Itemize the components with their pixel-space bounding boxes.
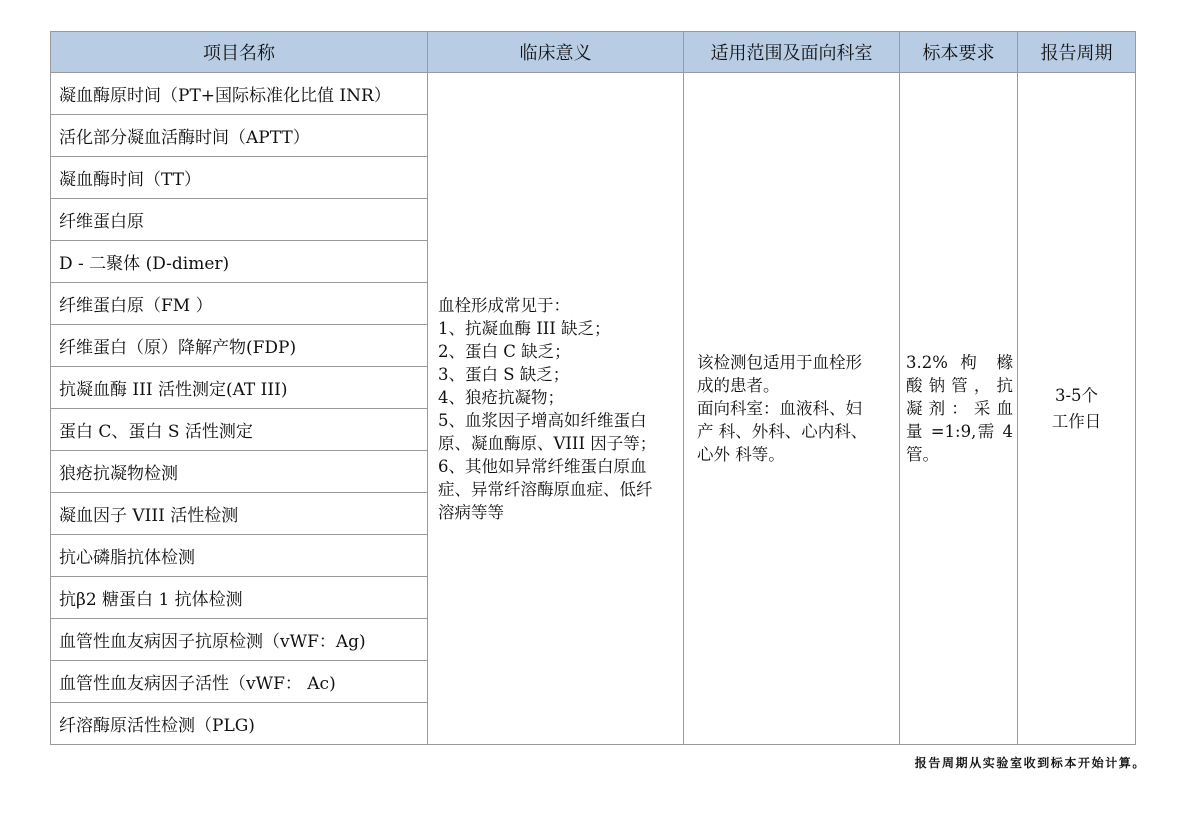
test-item-name: 血管性血友病因子抗原检测（vWF：Ag) <box>51 619 428 661</box>
report-period-line: 工作日 <box>1051 411 1102 431</box>
header-item-name: 项目名称 <box>51 32 428 73</box>
test-item-name: 狼疮抗凝物检测 <box>51 451 428 493</box>
scope-line: 该检测包适用于血栓形 <box>697 353 862 372</box>
test-item-name: 纤溶酶原活性检测（PLG) <box>51 703 428 745</box>
clinical-significance-line: 溶病等等 <box>438 502 504 522</box>
table-row <box>51 73 1136 115</box>
header-specimen: 标本要求 <box>900 32 1018 73</box>
report-period-cell <box>1018 73 1136 745</box>
clinical-significance-line: 原、凝血酶原、VIII 因子等； <box>438 433 657 453</box>
test-item-name: 纤维蛋白（原）降解产物(FDP) <box>51 325 428 367</box>
scope-cell <box>684 73 900 745</box>
clinical-significance-line: 4、狼疮抗凝物； <box>438 387 564 407</box>
test-item-name: 抗心磷脂抗体检测 <box>51 535 428 577</box>
report-period-line: 3-5个 <box>1054 385 1099 405</box>
scope-line: 产 科、外科、心内科、 <box>697 422 868 441</box>
clinical-significance-cell <box>428 73 684 745</box>
test-table <box>50 31 1136 745</box>
test-item-name: D - 二聚体 (D-dimer) <box>51 241 428 283</box>
scope-line: 心外 科等。 <box>697 445 785 464</box>
test-item-name: 蛋白 C、蛋白 S 活性测定 <box>51 409 428 451</box>
test-item-name: 血管性血友病因子活性（vWF： Ac) <box>51 661 428 703</box>
test-item-name: 活化部分凝血活酶时间（APTT） <box>51 115 428 157</box>
report-period-footnote: 报告周期从实验室收到标本开始计算。 <box>914 756 1146 770</box>
test-item-name: 纤维蛋白原（FM ） <box>51 283 428 325</box>
scope-line: 成的患者。 <box>697 376 780 395</box>
test-item-name: 凝血因子 VIII 活性检测 <box>51 493 428 535</box>
clinical-significance-line: 6、其他如异常纤维蛋白原血 <box>438 456 647 476</box>
header-scope: 适用范围及面向科室 <box>684 32 900 73</box>
clinical-significance-line: 5、血浆因子增高如纤维蛋白 <box>438 410 647 430</box>
clinical-significance-line: 血栓形成常见于： <box>438 295 570 315</box>
header-clinical-significance: 临床意义 <box>428 32 684 73</box>
clinical-significance-line: 3、蛋白 S 缺乏； <box>438 364 570 384</box>
specimen-cell: 3.2% 枸 橼 酸 钠 管 ， 抗 凝 剂 ： 采 血 量 =1:9,需 4 管。 <box>900 73 1018 745</box>
test-item-name: 抗凝血酶 III 活性测定(AT III) <box>51 367 428 409</box>
test-item-name: 抗β2 糖蛋白 1 抗体检测 <box>51 577 428 619</box>
header-report-period: 报告周期 <box>1018 32 1136 73</box>
test-item-name: 凝血酶原时间（PT+国际标准化比值 INR） <box>51 73 428 115</box>
test-item-name: 凝血酶时间（TT） <box>51 157 428 199</box>
header-row <box>51 32 1136 73</box>
clinical-significance-line: 1、抗凝血酶 III 缺乏； <box>438 318 611 338</box>
clinical-significance-line: 症、异常纤溶酶原血症、低纤 <box>438 479 653 499</box>
scope-line: 面向科室：血液科、妇 <box>697 399 862 418</box>
clinical-significance-line: 2、蛋白 C 缺乏； <box>438 341 571 361</box>
test-item-name: 纤维蛋白原 <box>51 199 428 241</box>
